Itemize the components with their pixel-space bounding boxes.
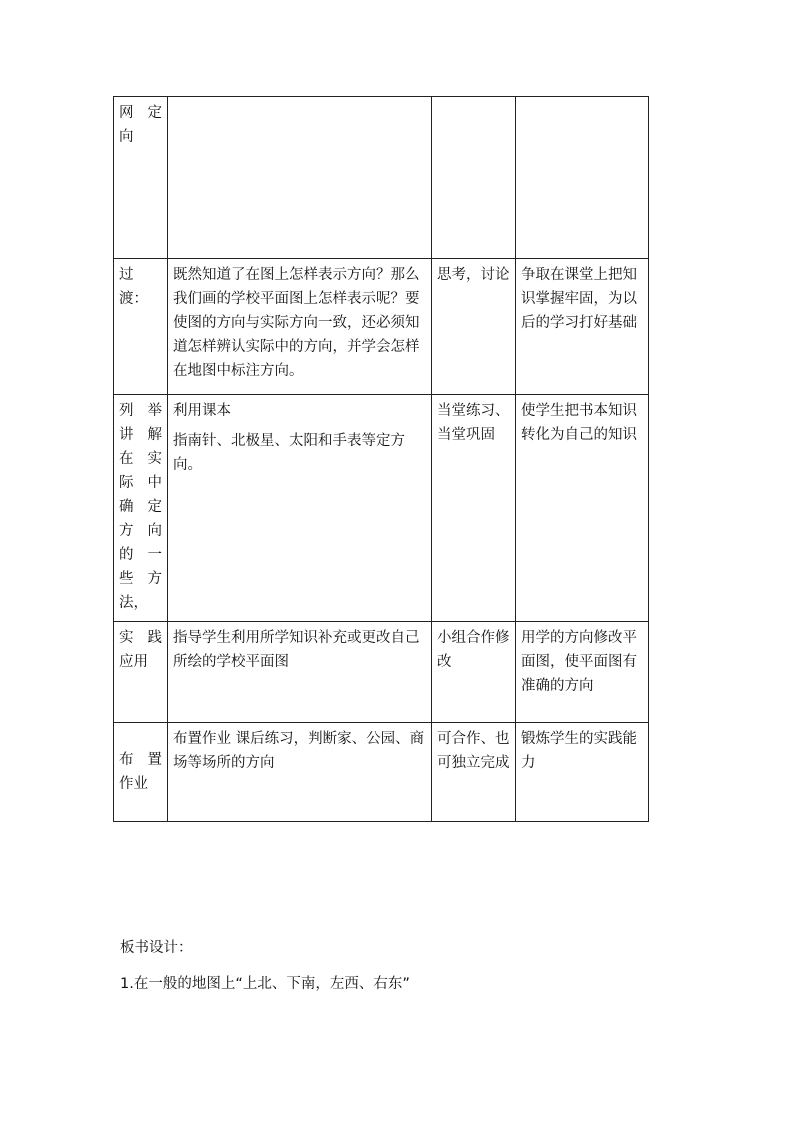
label-line: 的 一 xyxy=(119,547,162,563)
row-label xyxy=(114,723,168,822)
label-line: 网 定 xyxy=(119,105,162,121)
label-line: 些 方 xyxy=(119,571,162,587)
label-line: 方 向 xyxy=(119,523,162,539)
table-row xyxy=(114,723,649,822)
content-cell xyxy=(168,97,432,259)
label-line: 过渡： xyxy=(119,267,148,307)
table-row xyxy=(114,395,649,622)
row-label xyxy=(114,622,168,723)
label-line: 实 践 xyxy=(119,630,162,646)
intent-cell xyxy=(516,97,649,259)
content-cell xyxy=(168,622,432,723)
lesson-plan-table xyxy=(113,96,649,822)
label-line: 列 举 xyxy=(119,403,162,419)
row-label xyxy=(114,395,168,622)
label-line: 在 实 xyxy=(119,451,162,467)
label-line: 际 中 xyxy=(119,475,162,491)
activity-cell: 当堂练习、当堂巩固 xyxy=(432,395,516,622)
content-paragraph: 指南针、北极星、太阳和手表等定方向。 xyxy=(173,433,405,473)
label-line: 法， xyxy=(119,595,148,611)
board-design-title: 板书设计： xyxy=(120,940,193,956)
row-label xyxy=(114,259,168,395)
activity-cell xyxy=(432,97,516,259)
content-paragraph: 利用课本 xyxy=(173,403,231,419)
table-row xyxy=(114,97,649,259)
content-cell xyxy=(168,259,432,395)
intent-cell: 争取在课堂上把知识掌握牢固，为以后的学习打好基础 xyxy=(516,259,649,395)
label-line: 确 定 xyxy=(119,499,162,515)
content-paragraph: 指导学生利用所学知识补充或更改自己所绘的学校平面图 xyxy=(173,630,420,670)
intent-cell: 用学的方向修改平面图，使平面图有准确的方向 xyxy=(516,622,649,723)
content-cell xyxy=(168,395,432,622)
table-row xyxy=(114,259,649,395)
content-paragraph: 布置作业 课后练习，判断家、公园、商场等场所的方向 xyxy=(173,731,425,771)
intent-cell: 锻炼学生的实践能力 xyxy=(516,723,649,822)
label-line: 作业 xyxy=(119,776,148,792)
activity-cell: 小组合作修改 xyxy=(432,622,516,723)
label-line: 讲 解 xyxy=(119,427,162,443)
row-label xyxy=(114,97,168,259)
content-paragraph: 既然知道了在图上怎样表示方向？那么我们画的学校平面图上怎样表示呢？要使图的方向与实际方向一致，还必须知道怎样辨认实际中的方向，并学会怎样在地图中标注方向。 xyxy=(173,267,420,379)
content-cell xyxy=(168,723,432,822)
intent-cell: 使学生把书本知识转化为自己的知识 xyxy=(516,395,649,622)
board-design-line: 1.在一般的地图上“上北、下南，左西、右东” xyxy=(120,976,410,992)
label-line: 向 xyxy=(119,129,134,145)
table-row xyxy=(114,622,649,723)
label-line: 布 置 xyxy=(119,752,162,768)
activity-cell: 可合作、也可独立完成 xyxy=(432,723,516,822)
label-line: 应用 xyxy=(119,654,148,670)
activity-cell: 思考，讨论 xyxy=(432,259,516,395)
